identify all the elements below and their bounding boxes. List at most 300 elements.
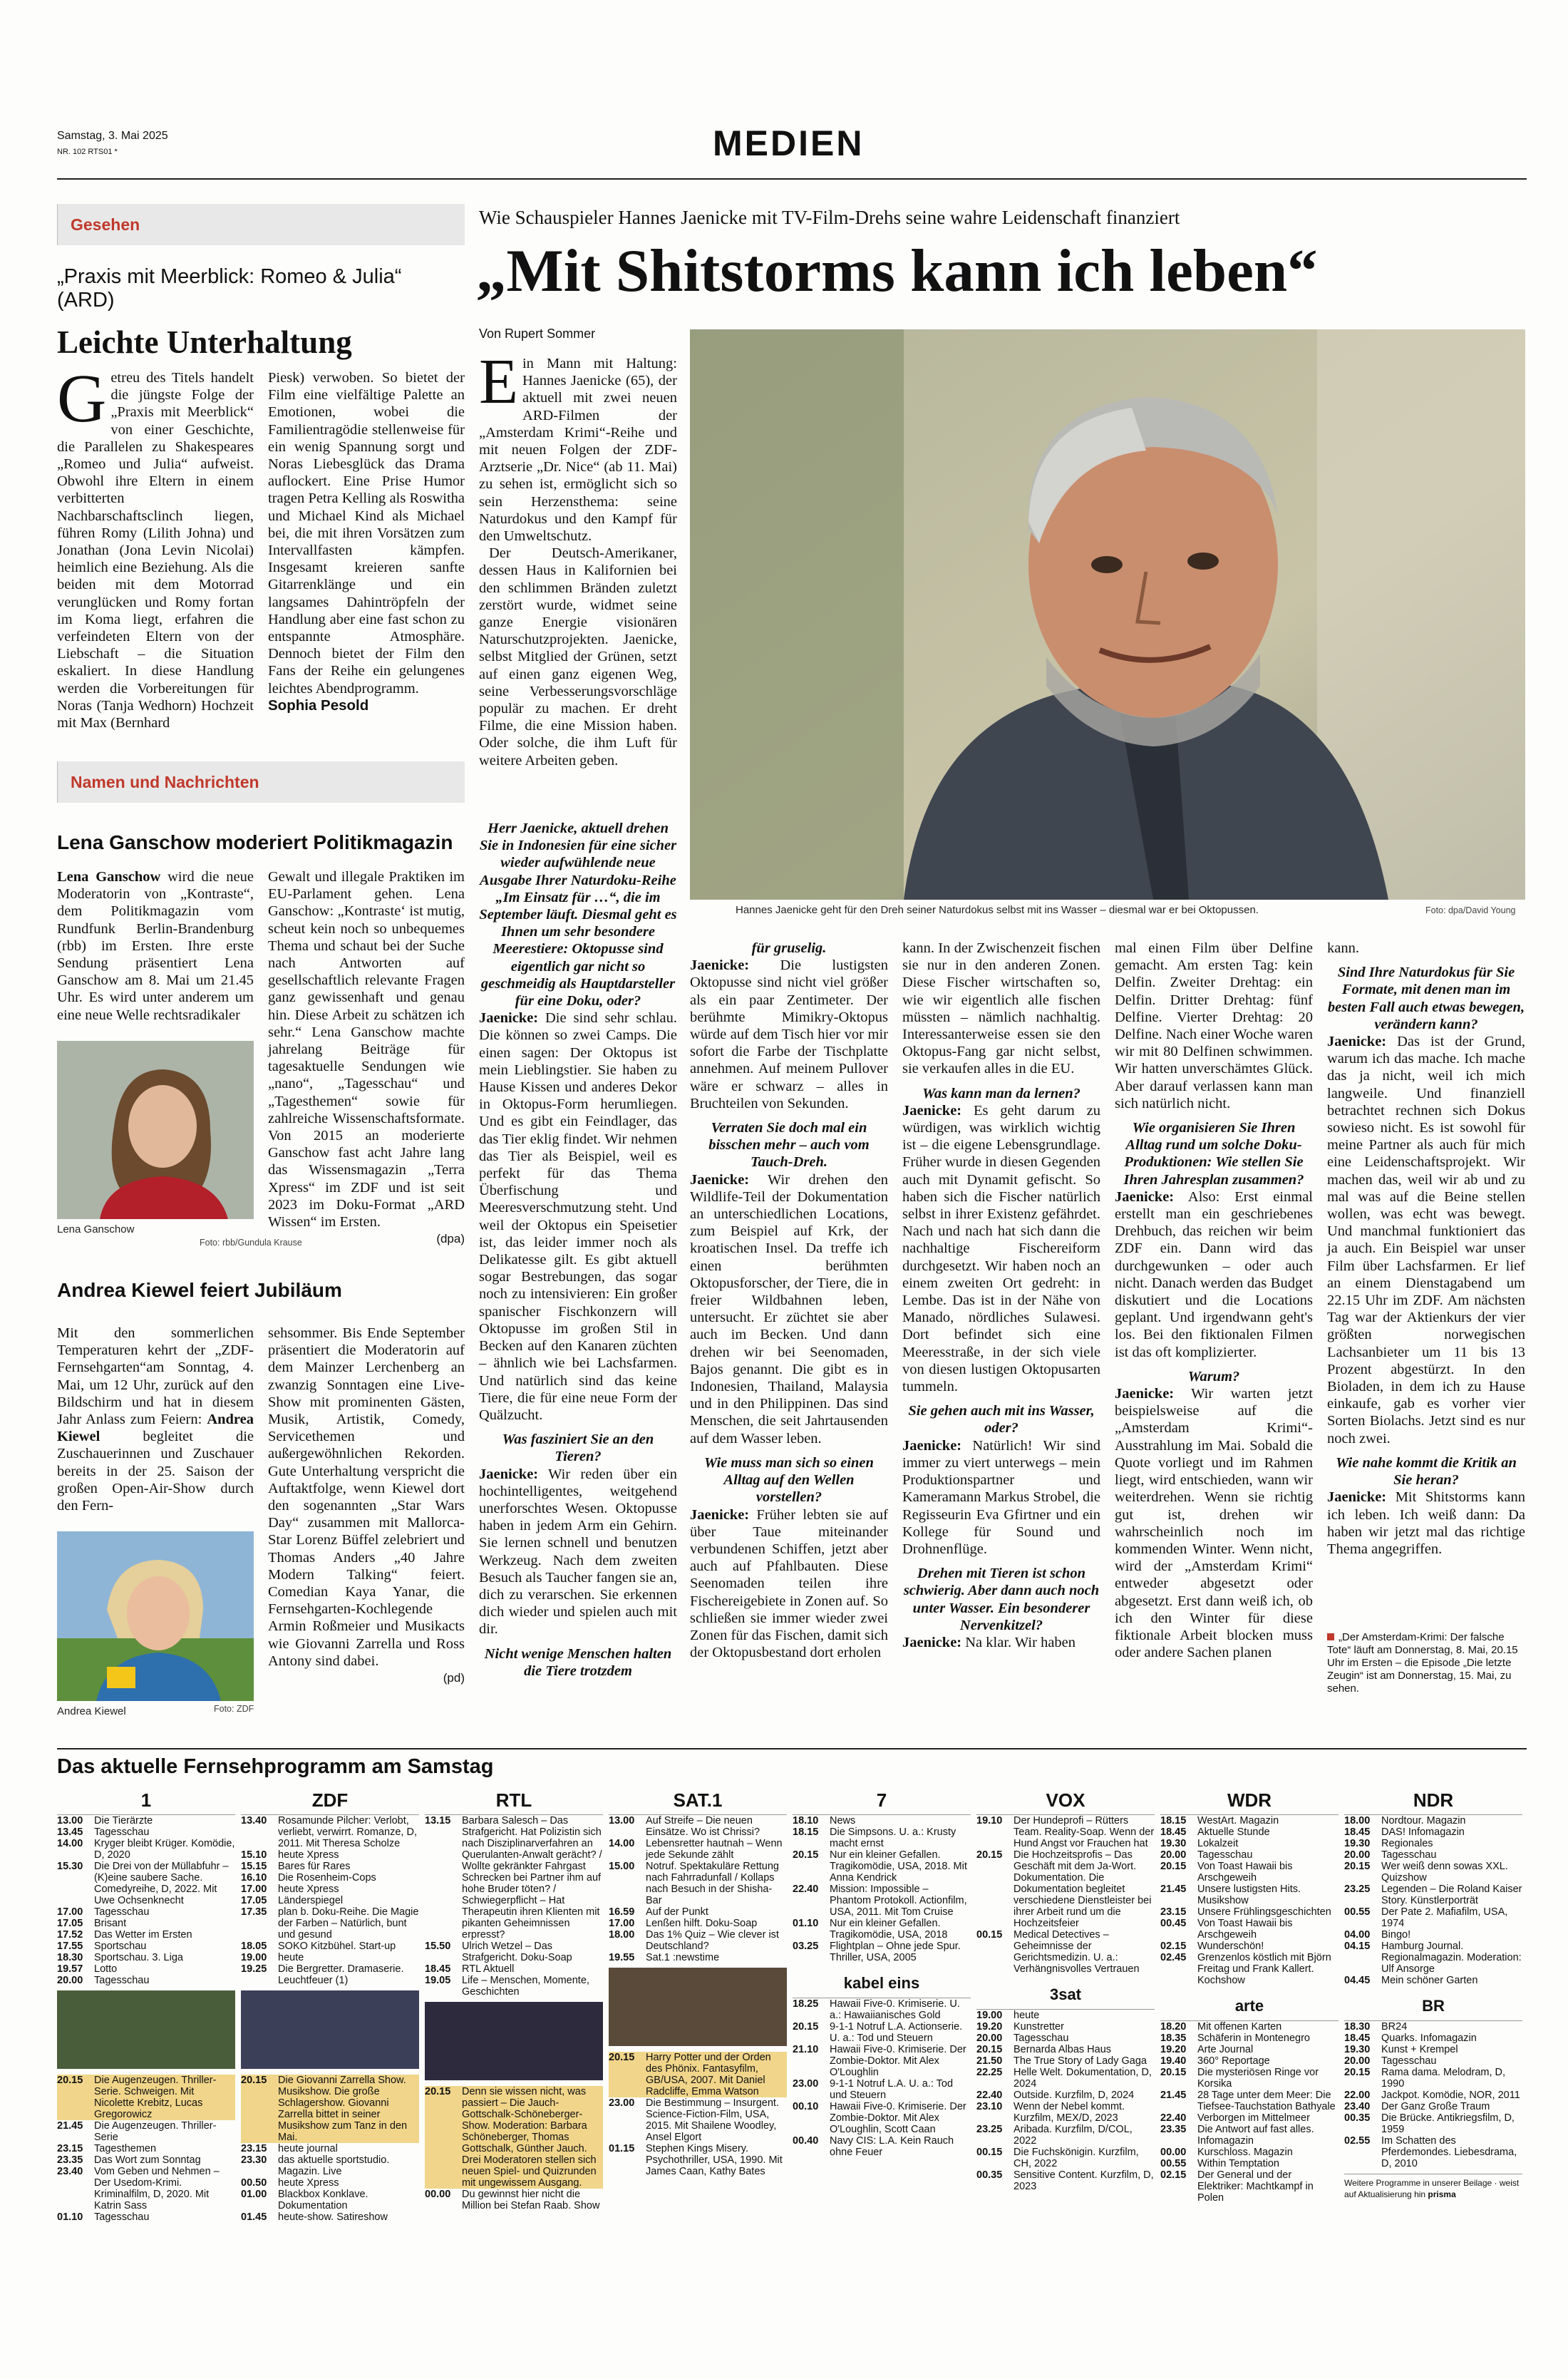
program-time: 16.10 (241, 1872, 267, 1884)
program-title: Verborgen im Mittelmeer (1197, 2112, 1310, 2124)
answer-label: Jaenicke: (479, 1466, 539, 1482)
program-time: 19.40 (1160, 2055, 1187, 2067)
program-row (425, 1941, 603, 1963)
program-time: 18.35 (1160, 2033, 1187, 2044)
program-title: heute Xpress (278, 1884, 339, 1895)
question: Warum? (1187, 1368, 1240, 1384)
program-title: Der General und der Elektriker: Machtkampf in Polen (1197, 2169, 1314, 2204)
program-title: Im Schatten des Pferdemondes. Liebesdrama, D, 2010 (1381, 2135, 1517, 2169)
program-title: Tagesschau (94, 1906, 150, 1918)
program-time: 21.45 (57, 2120, 83, 2132)
program-title: 28 Tage unter dem Meer: Die Tiefsee-Tauchstation Bathyale (1197, 2090, 1336, 2112)
program-time: 20.15 (241, 2075, 267, 2086)
program-row (1344, 1884, 1522, 1906)
program-time: 00.35 (1344, 2112, 1371, 2124)
program-row (425, 1975, 603, 1998)
program-title: Länderspiegel (278, 1895, 344, 1906)
program-row (57, 2211, 235, 2223)
program-time: 20.15 (1344, 1861, 1371, 1872)
channel-logo (241, 1786, 419, 1815)
program-row (1344, 2090, 1522, 2101)
program-row (1344, 2101, 1522, 2112)
program-row (1160, 1838, 1339, 1849)
answer-label: Jaenicke: (902, 1634, 962, 1650)
question: Sie gehen auch mit ins Wasser, oder? (908, 1403, 1095, 1437)
program-row (793, 2021, 971, 2044)
program-time: 19.25 (241, 1963, 267, 1975)
program-row (241, 1849, 419, 1861)
program-title: Hawaii Five-0. Krimiserie. Der Zombie-Doktor. Mit Alex O'Loughlin (830, 2044, 966, 2078)
program-title: Navy CIS: L.A. Kein Rauch ohne Feuer (830, 2135, 954, 2158)
program-time: 20.15 (1160, 1861, 1187, 1872)
program-time: 18.25 (793, 1998, 819, 2010)
program-row (241, 1872, 419, 1884)
program-row (1344, 2135, 1522, 2169)
program-title: Auf Streife – Die neuen Einsätze. Wo ist Chrissi? (646, 1815, 760, 1838)
program-time: 15.10 (241, 1849, 267, 1861)
question: Drehen mit Tieren ist schon schwierig. Aber dann auch noch unter Wasser. Ein besonderer Nervenkitzel? (903, 1566, 1100, 1633)
channel-logo-text: VOX (1046, 1789, 1085, 1811)
program-row (1344, 1975, 1522, 1986)
program-title: Die Bergretter. Dramaserie. Leuchtfeuer (1) (278, 1963, 404, 1986)
tv-channel-column (57, 1786, 235, 2356)
item2-col-1 (57, 1325, 254, 1718)
gesehen-headline: Leichte Unterhaltung (57, 324, 352, 360)
program-time: 20.00 (1160, 1849, 1187, 1861)
program-title: Grenzenlos köstlich mit Björn Freitag und Frank Kallert. Kochshow (1197, 1952, 1331, 1986)
program-time: 18.30 (57, 1952, 83, 1963)
answer-label: Jaenicke: (1327, 1034, 1387, 1050)
program-title: Lokalzeit (1197, 1838, 1239, 1849)
program-row (57, 2143, 235, 2154)
program-title: Tagesschau (1381, 2055, 1437, 2067)
program-title: Ulrich Wetzel – Das Strafgericht. Doku-Soap (462, 1941, 572, 1963)
program-row (241, 2143, 419, 2154)
program-title: Nur ein kleiner Gefallen. Tragikomödie, USA, 2018 (830, 1918, 948, 1941)
edition-code: NR. 102 RTS01 * (57, 148, 118, 156)
program-title: Hawaii Five-0. Krimiserie. U. a.: Hawaiianisches Gold (830, 1998, 960, 2021)
program-row (793, 1849, 971, 1884)
program-time: 20.15 (793, 1849, 819, 1861)
footnote-marker-icon (1327, 1633, 1334, 1640)
program-time: 20.00 (1344, 1849, 1371, 1861)
item2-photo-credit: Foto: ZDF (214, 1704, 254, 1714)
program-title: Sportschau (94, 1941, 147, 1952)
program-time: 18.45 (1344, 2033, 1371, 2044)
answer-label: Jaenicke: (1327, 1489, 1387, 1506)
program-time: 00.50 (241, 2177, 267, 2189)
answer-text: kann. (1327, 940, 1359, 956)
program-still-image (609, 1968, 787, 2046)
program-title: Das Wort zum Sonntag (94, 2154, 201, 2166)
program-title: 360° Reportage (1197, 2055, 1270, 2067)
program-row (976, 2021, 1155, 2033)
program-time: 18.45 (1344, 1826, 1371, 1838)
program-title: Medical Detectives – Geheimnisse der Gerichtsmedizin. U. a.: Verhängnisvolles Vertrauen (1013, 1929, 1140, 1975)
channel-logo (1344, 1992, 1522, 2021)
program-title: Brisant (94, 1918, 127, 1929)
program-title: Von Toast Hawaii bis Arschgeweih (1197, 1918, 1293, 1941)
channel-logo-text: BR (1422, 1997, 1445, 2015)
program-time: 23.10 (976, 2101, 1003, 2112)
program-time: 17.55 (57, 1941, 83, 1952)
answer-text: Die sind sehr schlau. Die können so zwei Camps. Die einen sagen: Der Oktopus ist mein Lieblingstier. Sie haben zu Hause Kissen und anderes Dekor in Oktopus-Form herumliegen. Und es gibt ein Feindlager, das das Tier eklig findet. Wir nehmen das Tier als Beispiel, weil es perfekt für das Thema Überfischung und Meeresverschmutzung steht. Und weil der Oktopus ein Speisetier ist, das leider immer noch als Delikatesse gilt. Es gibt aktuell sogar Bestrebungen, das sogar noch zu intensivieren: Ein großer spanischer Fischkonzern will Oktopusse im großen Stil in Becken auf den Kanaren züchten – ähnlich wie bei Lachsfarmen. Und natürlich sind das keine Tiere, die für eine neue Form der Quälzucht. (479, 1010, 678, 1423)
item2-text-1b: begleitet die Zuschauerinnen und Zuschauer bereits in der 25. Saison der großen Open-Air-Show durch den Fern- (57, 1429, 254, 1514)
dropcap: G (57, 360, 107, 436)
answer-text: Na klar. Wir haben (965, 1634, 1076, 1650)
program-title: 9-1-1 Notruf L.A. U. a.: Tod und Steuern (830, 2078, 954, 2101)
interview-col-3 (902, 940, 1100, 1651)
channel-logo (57, 1786, 235, 1815)
program-row (793, 1998, 971, 2021)
program-title: Barbara Salesch – Das Strafgericht. Hat Polizistin sich nach Disziplinarverfahren an Querulanten-Anwalt gerächt? / Wollte gekränkter Fahrgast Schrecken bei Partner ihm auf hohe Bruder töten? / Schwiegerpflicht – Hat Therapeutin ihren Klienten mit pikanten Geheimnissen erpresst? (462, 1815, 602, 1941)
prisma-logo: prisma (1428, 2189, 1456, 2199)
question: Was kann man da lernen? (922, 1085, 1080, 1101)
channel-logo-text: NDR (1413, 1789, 1454, 1811)
program-time: 23.35 (57, 2154, 83, 2166)
program-title: Die Drei von der Müllabfuhr – (K)eine saubere Sache. Comedyreihe, D, 2022. Mit Uwe Ochsenknecht (94, 1861, 229, 1906)
item1-col-2 (268, 868, 465, 1248)
item1-source: (dpa) (436, 1232, 465, 1246)
program-time: 04.45 (1344, 1975, 1371, 1986)
tv-channel-column (793, 1786, 971, 2356)
program-row (609, 1838, 787, 1861)
program-time: 18.45 (1160, 1826, 1187, 1838)
program-title: Die Tierärzte (94, 1815, 153, 1826)
program-time: 16.59 (609, 1906, 635, 1918)
answer-label: Jaenicke: (690, 1171, 750, 1188)
program-row (976, 2044, 1155, 2055)
program-row (425, 2189, 603, 2211)
program-row (793, 2078, 971, 2101)
tv-channel-column (609, 1786, 787, 2356)
tv-channel-column (425, 1786, 603, 2356)
program-title: heute journal (278, 2143, 338, 2154)
program-row (1160, 2147, 1339, 2158)
program-title: Wunderschön! (1197, 1941, 1264, 1952)
item1-lead-name: Lena Ganschow (57, 869, 161, 885)
tv-heading: Das aktuelle Fernsehprogramm am Samstag (57, 1755, 494, 1778)
program-still-image (57, 1990, 235, 2069)
program-time: 18.45 (425, 1963, 451, 1975)
program-title: Harry Potter und der Orden des Phönix. Fantasyfilm, GB/USA, 2007. Mit Daniel Radcliffe, Emma Watson (646, 2052, 771, 2097)
program-title: Hamburg Journal. Regionalmagazin. Moderation: Ulf Ansorge (1381, 1941, 1522, 1975)
program-row (1160, 2021, 1339, 2033)
program-row (976, 1849, 1155, 1929)
channel-logo-text: kabel eins (843, 1974, 920, 1992)
article-intro (479, 346, 677, 769)
program-time: 19.30 (1344, 2044, 1371, 2055)
tv-rule (57, 1748, 1527, 1749)
program-title: heute (278, 1952, 304, 1963)
hero-photo-credit: Foto: dpa/David Young (1425, 905, 1516, 915)
program-time: 23.40 (1344, 2101, 1371, 2112)
gesehen-text-1: etreu des Titels handelt die jüngste Folge der „Praxis mit Meerblick“ von einer Geschichte, die Parallelen zu Shakespeares „Romeo und Julia“ aufweist. Obwohl ihre Eltern in einem verbitterten Nachbarschaftsclinch liegen, führen Romy (Lilith Johna) und Jonathan (Jona Levin Nicolai) heimlich eine Beziehung. Als die beiden mit dem Motorrad verunglücken und Romy fortan im Koma liegt, erfahren die verfeindeten Eltern von der Liebschaft – die Situation eskaliert. In diese Handlung werden die Vorbereitungen für Noras (Tanja Wedhorn) Hochzeit mit Max (Bernhard (57, 370, 254, 731)
answer-label: Jaenicke: (902, 1437, 962, 1454)
channel-logo-text: WDR (1227, 1789, 1272, 1811)
program-time: 20.15 (425, 2086, 451, 2097)
program-title: Outside. Kurzfilm, D, 2024 (1013, 2090, 1135, 2101)
program-time: 22.25 (976, 2067, 1003, 2078)
answer-text: Die lustigsten Oktopusse sind nicht viel größer als ein paar Zentimeter. Der berühmte Mimikry-Oktopus würde auf dem Tisch hier vor mir sofort die Farbe der Tischplatte annehmen. Auf meinem Pullover wäre er schwarz – alles in Bruchteilen von Sekunden. (690, 957, 888, 1111)
question: Wie organisieren Sie Ihren Alltag rund um solche Doku-Produktionen: Wie stellen Sie Ihren Jahresplan zusammen? (1123, 1120, 1304, 1188)
program-row (976, 2101, 1155, 2124)
answer-label: Jaenicke: (1115, 1188, 1175, 1205)
section-title: MEDIEN (713, 123, 865, 163)
program-title: Tagesthemen (94, 2143, 157, 2154)
program-title: Lenßen hilft. Doku-Soap (646, 1918, 758, 1929)
namen-box (57, 761, 465, 1718)
item2-col-2 (268, 1325, 465, 1718)
program-row (1160, 1815, 1339, 1826)
program-row (1344, 2067, 1522, 2090)
answer-text: Das ist der Grund, warum ich das mache. Ich mache das ja nicht, weil ich mich langweile. Und finanziell betrachtet rechnen sich Dokus sowieso nicht. Es ist sowohl für meine Partner als auch für mich eine Leidenschaftsprojekt. Wir machen das, weil wir ab und zu mal was auf die Beine stellen wollen, was echt was bewegt. Und manchmal funktioniert das ja auch. Ein Beispiel war unser Film über Lachsfarmen. Er lief an einem Dienstagabend um 22.15 Uhr im ZDF. Am nächsten Tag war der Aktienkurs der vier größten norwegischen Lachsanbieter um 11 bis 13 Prozent abgestürzt. In den Bioladen, in dem ich zu Hause einkaufe, gab es vorher vier Sorten Biolachs. Jetzt sind es nur noch zwei. (1327, 1034, 1525, 1447)
channel-logo (425, 1786, 603, 1815)
article-footnote (1327, 1631, 1525, 1695)
program-time: 19.00 (241, 1952, 267, 1963)
item1-headline: Lena Ganschow moderiert Politikmagazin (57, 831, 453, 853)
program-title: Mein schöner Garten (1381, 1975, 1478, 1986)
item1-photo-credit: Foto: rbb/Gundula Krause (200, 1238, 302, 1248)
program-time: 13.45 (57, 1826, 83, 1838)
program-row (57, 1826, 235, 1838)
program-title: Helle Welt. Dokumentation, D, 2024 (1013, 2067, 1152, 2090)
program-time: 15.30 (57, 1861, 83, 1872)
program-time: 15.00 (609, 1861, 635, 1872)
program-time: 00.35 (976, 2169, 1003, 2181)
program-row (241, 1895, 419, 1906)
program-time: 02.15 (1160, 2169, 1187, 2181)
channel-logo (976, 1786, 1155, 1815)
program-row (241, 1952, 419, 1963)
program-row (793, 1884, 971, 1918)
program-title: Arte Journal (1197, 2044, 1254, 2055)
channel-logo (793, 1969, 971, 1998)
program-time: 02.55 (1344, 2135, 1371, 2147)
program-time: 03.25 (793, 1941, 819, 1952)
program-time: 00.00 (425, 2189, 451, 2200)
program-title: Die Simpsons. U. a.: Krusty macht ernst (830, 1826, 956, 1849)
program-title: Sensitive Content. Kurzfilm, D, 2023 (1013, 2169, 1154, 2192)
program-time: 18.00 (1344, 1815, 1371, 1826)
program-row (609, 2052, 787, 2097)
item2-text-2: sehsommer. Bis Ende September präsentiert die Moderatorin auf dem Mainzer Lerchenberg an zwanzig Sonntagen eine Live-Show mit prominenten Gästen, Musik, Artistik, Comedy, Servicethemen und außergewöhnlichen Rekorden. Gute Unterhaltung verspricht die Auftaktfolge, wenn Kiewel dort den sogenannten „Star Wars Day“ zusammen mit Mallorca-Star Lorenz Büffel zelebriert und Thomas Anders „40 Jahre Modern Talking“ feiert. Comedian Kaya Yanar, die Fernsehgarten-Kochlegende Armin Roßmeier und Musikacts wie Giovanni Zarrella und Ross Antony sind dabei. (268, 1325, 465, 1669)
program-row (57, 2154, 235, 2166)
program-row (793, 2101, 971, 2135)
program-row (609, 2143, 787, 2177)
program-time: 20.15 (1344, 2067, 1371, 2078)
program-time: 19.00 (976, 2010, 1003, 2021)
program-row (425, 2086, 603, 2189)
program-row (609, 1906, 787, 1918)
program-title: DAS! Infomagazin (1381, 1826, 1465, 1838)
program-row (609, 1815, 787, 1838)
channel-logo (1160, 1786, 1339, 1815)
program-row (425, 1815, 603, 1941)
program-row (241, 1963, 419, 1986)
intro-text: in Mann mit Haltung: Hannes Jaenicke (65), der aktuell mit zwei neuen ARD-Filmen der „Amsterdam Krimi“-Reihe und mit neuen Folgen der ZDF-Arztserie „Dr. Nice“ (ab 11. Mai) zu sehen ist, ermöglicht sich so sein Herzensthema: seine Naturdokus und den Kampf für den Umweltschutz. (479, 356, 677, 545)
program-title: plan b. Doku-Reihe. Die Magie der Farben – Natürlich, bunt und gesund (278, 1906, 419, 1941)
program-time: 23.30 (241, 2154, 267, 2166)
program-title: News (830, 1815, 856, 1826)
program-title: Auf der Punkt (646, 1906, 708, 1918)
program-row (1160, 2169, 1339, 2204)
program-time: 00.45 (1160, 1918, 1187, 1929)
program-title: Der Hundeprofi – Rütters Team. Reality-Soap. Wenn der Hund Angst vor Frauchen hat (1013, 1815, 1155, 1849)
program-time: 15.50 (425, 1941, 451, 1952)
program-time: 19.30 (1344, 1838, 1371, 1849)
intro-p2: Der Deutsch-Amerikaner, dessen Haus in Kalifornien bei den schlimmen Bränden zuletzt zerstört wurde, widmet seine ganze Energie visionären Naturschutzprojekten. Jaenicke, selbst Mitglied der Grünen, setzt auf einen ganz eigenen Weg, seine Verbesserungsvorschläge populär zu machen. Er dreht Filme, die eine Mission haben. Oder solche, die ihm Luft für weitere Arbeiten geben. (479, 545, 677, 769)
hero-photo-caption: Hannes Jaenicke geht für den Dreh seiner Naturdokus selbst mit ins Wasser – diesmal war er bei Oktopussen. (736, 904, 1259, 916)
answer-text: kann. In der Zwischenzeit fischen sie nur in den anderen Zonen. Diese Fischer wirtschaften so, wie wir eigentlich alle fischen müssten – nämlich nachhaltig. Interessanterweise essen sie den Oktopus-Fang gar nicht selbst, sie verkaufen alles in die EU. (902, 940, 1100, 1077)
program-row (57, 1815, 235, 1826)
program-row (976, 2010, 1155, 2021)
tv-channel-column (976, 1786, 1155, 2356)
program-row (57, 1906, 235, 1918)
program-title: Bernarda Albas Haus (1013, 2044, 1112, 2055)
program-title: Die Bestimmung – Insurgent. Science-Fiction-Film, USA, 2015. Mit Shailene Woodley, Ansel Elgort (646, 2097, 779, 2143)
program-time: 17.52 (57, 1929, 83, 1941)
program-row (976, 1929, 1155, 1975)
program-row (57, 1952, 235, 1963)
program-row (976, 2033, 1155, 2044)
program-time: 19.20 (1160, 2044, 1187, 2055)
program-row (57, 1861, 235, 1906)
program-time: 04.00 (1344, 1929, 1371, 1941)
program-title: Vom Geben und Nehmen – Der Usedom-Krimi. Kriminalfilm, D, 2020. Mit Katrin Sass (94, 2166, 220, 2211)
interview-col-4 (1115, 940, 1313, 1661)
question: Verraten Sie doch mal ein bisschen mehr – auch vom Tauch-Dreh. (708, 1120, 870, 1171)
program-time: 17.05 (241, 1895, 267, 1906)
program-title: Blackbox Konklave. Dokumentation (278, 2189, 368, 2211)
program-row (1344, 1861, 1522, 1884)
item2-headline: Andrea Kiewel feiert Jubiläum (57, 1279, 342, 1301)
article-headline: „Mit Shitstorms kann ich leben“ (476, 237, 1318, 304)
program-time: 20.15 (1160, 2067, 1187, 2078)
program-title: Life – Menschen, Momente, Geschichten (462, 1975, 589, 1998)
program-time: 19.30 (1160, 1838, 1187, 1849)
program-time: 17.00 (241, 1884, 267, 1895)
program-time: 17.00 (57, 1906, 83, 1918)
program-title: Das Wetter im Ersten (94, 1929, 192, 1941)
program-time: 23.15 (1160, 1906, 1187, 1918)
program-title: Quarks. Infomagazin (1381, 2033, 1477, 2044)
program-time: 17.00 (609, 1918, 635, 1929)
program-title: Die Brücke. Antikriegsfilm, D, 1959 (1381, 2112, 1515, 2135)
program-title: Rama dama. Melodram, D, 1990 (1381, 2067, 1506, 2090)
program-row (609, 1918, 787, 1929)
program-row (241, 2189, 419, 2211)
program-title: Legenden – Die Roland Kaiser Story. Künstlerporträt (1381, 1884, 1522, 1906)
question: Wie nahe kommt die Kritik an Sie heran? (1336, 1454, 1517, 1489)
program-time: 18.00 (609, 1929, 635, 1941)
program-time: 17.05 (57, 1918, 83, 1929)
program-title: heute (1013, 2010, 1040, 2021)
program-time: 13.00 (57, 1815, 83, 1826)
program-row (57, 1975, 235, 1986)
gesehen-text-2: Piesk) verwoben. So bietet der Film eine vielfältige Palette an Emotionen, wobei die Familientragödie stellenweise für ein wenig Spannung sorgt und Noras Liebesglück das Drama auflockert. Eine Prise Humor tragen Petra Kelling als Roswitha und Michael Kind als Michael bei, die mit ihren Vorsätzen zum Intervallfasten kämpfen. Insgesamt kreieren sanfte Gitarrenklänge und ein langsames Dahintröpfeln der Handlung aber eine fast schon zu entspannte Atmosphäre. Dennoch bietet der Film den Fans der Reihe ein gelungenes leichtes Abendprogramm. (268, 370, 465, 697)
program-time: 23.00 (793, 2078, 819, 2090)
channel-logo-text: RTL (495, 1789, 532, 1811)
program-title: Mission: Impossible – Phantom Protokoll. Actionfilm, USA, 2011. Mit Tom Cruise (830, 1884, 967, 1918)
program-title: Notruf. Spektakuläre Rettung nach Fahrradunfall / Kollaps nach Besuch in der Shisha-Bar (646, 1861, 779, 1906)
program-title: Rosamunde Pilcher: Verlobt, verliebt, verwirrt. Romanze, D, 2011. Mit Theresa Scholze (278, 1815, 417, 1849)
program-row (609, 1861, 787, 1906)
question: für gruselig. (751, 940, 827, 956)
program-row (609, 1929, 787, 1952)
program-row (57, 1918, 235, 1929)
program-time: 15.15 (241, 1861, 267, 1872)
program-title: RTL Aktuell (462, 1963, 515, 1975)
answer-text: Es geht darum zu würdigen, was wirklich wichtig ist – die eigene Lebensgrundlage. Früher wurde in diesen Gegenden auch mit Dynamit gefischt. So haben sich die Fischer natürlich selbst in ihrer Existenz gefährdet. Nach und nach hat sich dann die nachhaltige Fischereiform durchgesetzt. Wir haben noch an einem zweiten Ort gedreht: in Lembe. Das ist in der Nähe von Manado, nördliches Sulawesi. Dort befindet sich eine Meeresstraße, in der sich viele von diesen lustigen Oktopusarten tummeln. (902, 1102, 1101, 1395)
program-row (976, 2169, 1155, 2192)
program-time: 00.55 (1344, 1906, 1371, 1918)
program-time: 01.10 (57, 2211, 83, 2223)
answer-text: mal einen Film über Delfine gemacht. Am ersten Tag: kein Delfin. Zweiter Drehtag: ein Delfin. Dritter Drehtag: fünf Delfine. Vierter Drehtag: 20 Delfine. Nach einer Woche waren wir mit 80 Delfinen schwimmen. Wir hatten unverschämtes Glück. Aber darauf verlassen kann man sich natürlich nicht. (1115, 940, 1313, 1111)
andrea-kiewel-photo (57, 1531, 254, 1701)
program-time: 00.00 (1160, 2147, 1187, 2158)
program-time: 23.00 (609, 2097, 635, 2109)
program-row (976, 2055, 1155, 2067)
program-row (793, 1826, 971, 1849)
program-row (1160, 2067, 1339, 2090)
question: Was fasziniert Sie an den Tieren? (502, 1432, 654, 1465)
program-row (425, 1963, 603, 1975)
program-title: Die Fuchskönigin. Kurzfilm, CH, 2022 (1013, 2147, 1139, 2169)
program-row (241, 2177, 419, 2189)
program-title: heute Xpress (278, 1849, 339, 1861)
program-title: Der Pate 2. Mafiafilm, USA, 1974 (1381, 1906, 1508, 1929)
program-time: 18.15 (793, 1826, 819, 1838)
program-row (1160, 2033, 1339, 2044)
question: Herr Jaenicke, aktuell drehen Sie in Indonesien für eine sicher wieder aufwühlende neue Ausgabe Ihrer Naturdoku-Reihe „Im Einsatz für …“, die im September läuft. Diesmal geht es Ihnen um sehr besondere Meerestiere: Oktopusse sind eigentlich gar nicht so geschmeidig als Hauptdarsteller für eine Doku, oder? (479, 821, 677, 1009)
program-time: 23.40 (57, 2166, 83, 2177)
program-row (976, 1815, 1155, 1849)
program-time: 19.55 (609, 1952, 635, 1963)
jaenicke-photo (690, 329, 1525, 900)
interview-col-1 (479, 820, 677, 1680)
article-byline: Von Rupert Sommer (479, 327, 596, 341)
program-time: 23.35 (1160, 2124, 1187, 2135)
program-title: WestArt. Magazin (1197, 1815, 1279, 1826)
program-title: Die Antwort auf fast alles. Infomagazin (1197, 2124, 1314, 2147)
program-time: 04.15 (1344, 1941, 1371, 1952)
program-row (57, 1929, 235, 1941)
program-title: Der Ganz Große Traum (1381, 2101, 1490, 2112)
channel-logo-text: SAT.1 (673, 1789, 723, 1811)
program-row (241, 1815, 419, 1849)
channel-logo-text: 7 (876, 1789, 887, 1811)
program-row (57, 1963, 235, 1975)
program-row (793, 1815, 971, 1826)
program-time: 21.45 (1160, 1884, 1187, 1895)
item2-lead-name: Andrea Kiewel (57, 1412, 254, 1445)
program-title: Flightplan – Ohne jede Spur. Thriller, USA, 2005 (830, 1941, 961, 1963)
program-row (1160, 1861, 1339, 1884)
program-title: Bares für Rares (278, 1861, 351, 1872)
answer-label: Jaenicke: (479, 1010, 539, 1027)
item1-photo-caption: Lena Ganschow (57, 1223, 135, 1235)
program-time: 18.10 (793, 1815, 819, 1826)
item2-text-1a: Mit den sommerlichen Temperaturen kehrt der „ZDF-Fernsehgarten“am Sonntag, 4. Mai, um 12 Uhr, zurück auf den Bildschirm und hat in diesem Jahr Anlass zum Feiern: (57, 1325, 254, 1428)
answer-label: Jaenicke: (1115, 1386, 1175, 1402)
program-row (241, 1861, 419, 1872)
item2-photo-caption: Andrea Kiewel (57, 1705, 126, 1718)
program-time: 13.00 (609, 1815, 635, 1826)
program-title: Das 1% Quiz – Wie clever ist Deutschland? (646, 1929, 779, 1952)
program-time: 20.15 (609, 2052, 635, 2063)
program-time: 00.40 (793, 2135, 819, 2147)
